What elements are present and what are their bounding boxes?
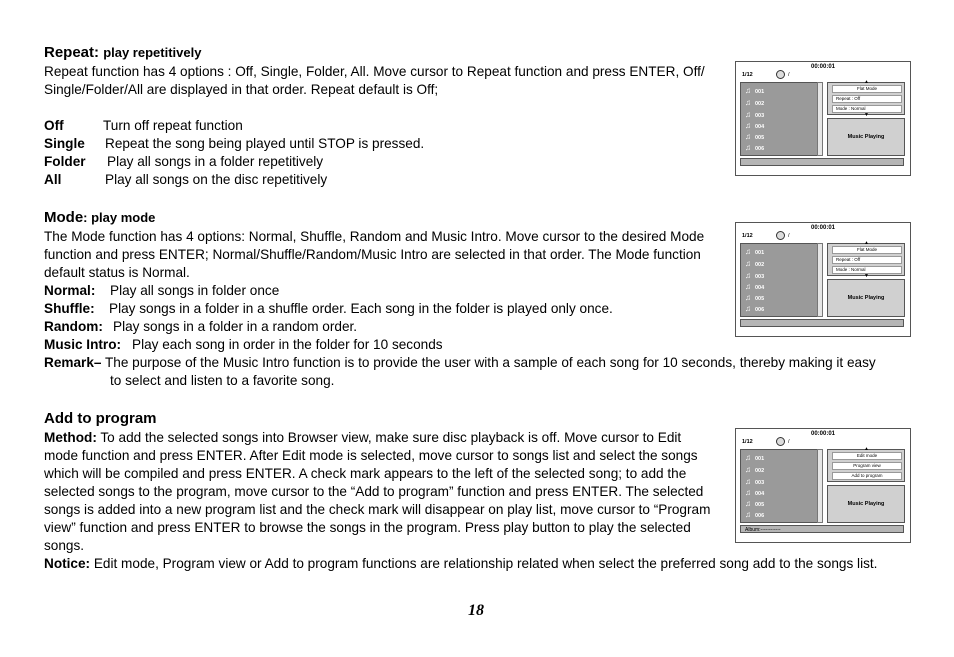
music-note-icon: ♫ [745,121,751,130]
arrow-down-icon[interactable]: ▼ [864,112,869,118]
option-desc: Repeat the song being played until STOP is pressed. [105,136,425,151]
status-bar [740,319,904,327]
option-desc: Play all songs in a folder repetitively [107,154,324,169]
song-item[interactable]: ♫ 001 [745,247,765,256]
song-list-scrollbar[interactable] [817,243,823,317]
program-line-6: view” function and press ENTER to browse the songs in the program. Press play button to play the selected [44,520,691,535]
music-note-icon: ♫ [745,247,751,256]
repeat-option-single [44,135,424,153]
track-counter: 1/12 [742,72,753,78]
method-term: Method: [44,430,97,445]
program-line-5: songs is added into a new program list and the check mark will disappear on play list, move cursor to “Program [44,502,711,517]
song-item[interactable]: ♫ 006 [745,304,765,313]
music-note-icon: ♫ [745,98,751,107]
repeat-heading-title: Repeat: [44,44,100,61]
repeat-option[interactable]: Repeat : Off [832,95,902,103]
player-screen-repeat [735,61,911,176]
mode-item-shuffle [44,300,613,318]
song-list[interactable] [740,449,818,523]
remark-text: The purpose of the Music Intro function is to provide the user with a sample of each song for 10 seconds, thereby making it easy [104,355,876,370]
song-item[interactable]: ♫ 005 [745,499,765,508]
music-note-icon: ♫ [745,488,751,497]
mode-heading [44,209,155,226]
mode-term: Normal: [44,283,96,298]
song-list-scrollbar[interactable] [817,82,823,156]
song-item[interactable]: ♫ 002 [745,465,765,474]
mode-term: Random: [44,319,103,334]
repeat-option[interactable]: Repeat : Off [832,256,902,264]
song-list[interactable] [740,243,818,317]
music-note-icon: ♫ [745,510,751,519]
mode-desc: Play each song in order in the folder for 10 seconds [132,337,443,352]
arrow-up-icon[interactable]: ▲ [864,240,869,246]
repeat-heading [44,44,201,61]
remark-term: Remark– [44,355,102,370]
mode-remark [44,354,876,372]
notice-text: Edit mode, Program view or Add to program functions are relationship related when select the preferred song add to the songs list. [93,556,878,571]
music-note-icon: ♫ [745,132,751,141]
repeat-para-line-2: Single/Folder/All are displayed in that order. Repeat default is Off; [44,82,439,97]
program-heading: Add to program [44,410,157,427]
music-note-icon: ♫ [745,499,751,508]
music-playing-panel: Music Playing [827,485,905,523]
song-list-scrollbar[interactable] [817,449,823,523]
music-playing-panel: Music Playing [827,279,905,317]
notice-term: Notice: [44,556,91,571]
option-term: Folder [44,154,86,169]
song-item[interactable]: ♫ 004 [745,121,765,130]
song-item[interactable]: ♫ 002 [745,98,765,107]
music-note-icon: ♫ [745,282,751,291]
method-text: To add the selected songs into Browser view, make sure disc playback is off. Move cursor to Edit [100,430,682,445]
mode-term: Shuffle: [44,301,95,316]
music-note-icon: ♫ [745,110,751,119]
mode-desc: Play songs in a folder in a random order. [113,319,358,334]
song-item[interactable]: ♫ 006 [745,143,765,152]
option-desc: Turn off repeat function [103,118,243,133]
track-counter: 1/12 [742,439,753,445]
repeat-option-off [44,117,243,135]
mode-option[interactable]: Mode : Normal [832,266,902,274]
song-item[interactable]: ♫ 005 [745,132,765,141]
music-note-icon: ♫ [745,293,751,302]
mode-item-random [44,318,357,336]
music-note-icon: ♫ [745,143,751,152]
mode-option[interactable]: Mode : Normal [832,105,902,113]
music-note-icon: ♫ [745,271,751,280]
arrow-up-icon[interactable]: ▲ [864,446,869,452]
time-display: 00:00:01 [810,431,836,437]
repeat-heading-sub: play repetitively [103,45,202,60]
time-display: 00:00:01 [810,225,836,231]
options-panel [827,79,905,118]
disc-icon [776,231,785,240]
music-note-icon: ♫ [745,453,751,462]
program-method-line-1 [44,429,681,447]
arrow-up-icon[interactable]: ▲ [864,79,869,85]
mode-para-line-1: The Mode function has 4 options: Normal, Shuffle, Random and Music Intro. Move cursor to the desired Mode [44,229,705,244]
disc-icon [776,70,785,79]
song-item[interactable]: ♫ 006 [745,510,765,519]
repeat-option-all [44,171,327,189]
mode-para-line-2: function and press ENTER; Normal/Shuffle/Random/Music Intro are selected in that order. The Mode function [44,247,701,262]
program-notice [44,555,877,573]
repeat-para-line-1: Repeat function has 4 options : Off, Single, Folder, All. Move cursor to Repeat function and press ENTER, Off/ [44,64,705,79]
add-to-program-option[interactable]: Add to program [832,472,902,480]
song-list[interactable] [740,82,818,156]
track-counter: 1/12 [742,233,753,239]
song-item[interactable]: ♫ 005 [745,293,765,302]
options-panel [827,240,905,279]
mode-item-music-intro [44,336,443,354]
music-playing-panel: Music Playing [827,118,905,156]
program-line-2: mode function and press ENTER. After Edit mode is selected, move cursor to songs list and select the songs [44,448,698,463]
option-term: Off [44,118,64,133]
mode-term: Music Intro: [44,337,122,352]
path-separator: / [788,439,790,445]
song-item[interactable]: ♫ 003 [745,477,765,486]
options-panel [827,446,905,482]
program-line-3: which will be compiled and press ENTER. A check mark appears to the left of the selected song; to add the [44,466,687,481]
music-note-icon: ♫ [745,477,751,486]
status-bar [740,158,904,166]
music-note-icon: ♫ [745,259,751,268]
arrow-down-icon[interactable]: ▼ [864,273,869,279]
page-number: 18 [468,602,484,619]
music-note-icon: ♫ [745,465,751,474]
song-item[interactable]: ♫ 003 [745,271,765,280]
program-view-option[interactable]: Program view [832,462,902,470]
music-note-icon: ♫ [745,86,751,95]
path-separator: / [788,233,790,239]
mode-heading-sub: : play mode [83,210,156,225]
disc-icon [776,437,785,446]
song-item[interactable]: ♫ 004 [745,488,765,497]
program-line-7: songs. [44,538,85,553]
album-status-bar: Album:------------ [740,525,904,533]
song-item[interactable]: ♫ 001 [745,86,765,95]
player-screen-program [735,428,911,543]
option-term: All [44,172,62,187]
music-note-icon: ♫ [745,304,751,313]
song-item[interactable]: ♫ 004 [745,282,765,291]
mode-desc: Play songs in a folder in a shuffle order. Each song in the folder is played only once. [109,301,613,316]
repeat-option-folder [44,153,323,171]
song-item[interactable]: ♫ 003 [745,110,765,119]
path-separator: / [788,72,790,78]
player-screen-mode [735,222,911,337]
time-display: 00:00:01 [810,64,836,70]
flat-mode-option[interactable]: Flat Mode [832,85,902,93]
mode-remark-line-2: to select and listen to a favorite song. [110,373,335,388]
mode-item-normal [44,282,279,300]
option-term: Single [44,136,85,151]
program-line-4: selected songs to the program, move cursor to the “Add to program” function and press ENTER. The selected [44,484,704,499]
flat-mode-option[interactable]: Flat Mode [832,246,902,254]
song-item[interactable]: ♫ 001 [745,453,765,462]
option-desc: Play all songs on the disc repetitively [105,172,328,187]
mode-para-line-3: default status is Normal. [44,265,190,280]
mode-heading-title: Mode [44,209,84,226]
mode-desc: Play all songs in folder once [110,283,280,298]
edit-mode-option[interactable]: Edit mode [832,452,902,460]
song-item[interactable]: ♫ 002 [745,259,765,268]
